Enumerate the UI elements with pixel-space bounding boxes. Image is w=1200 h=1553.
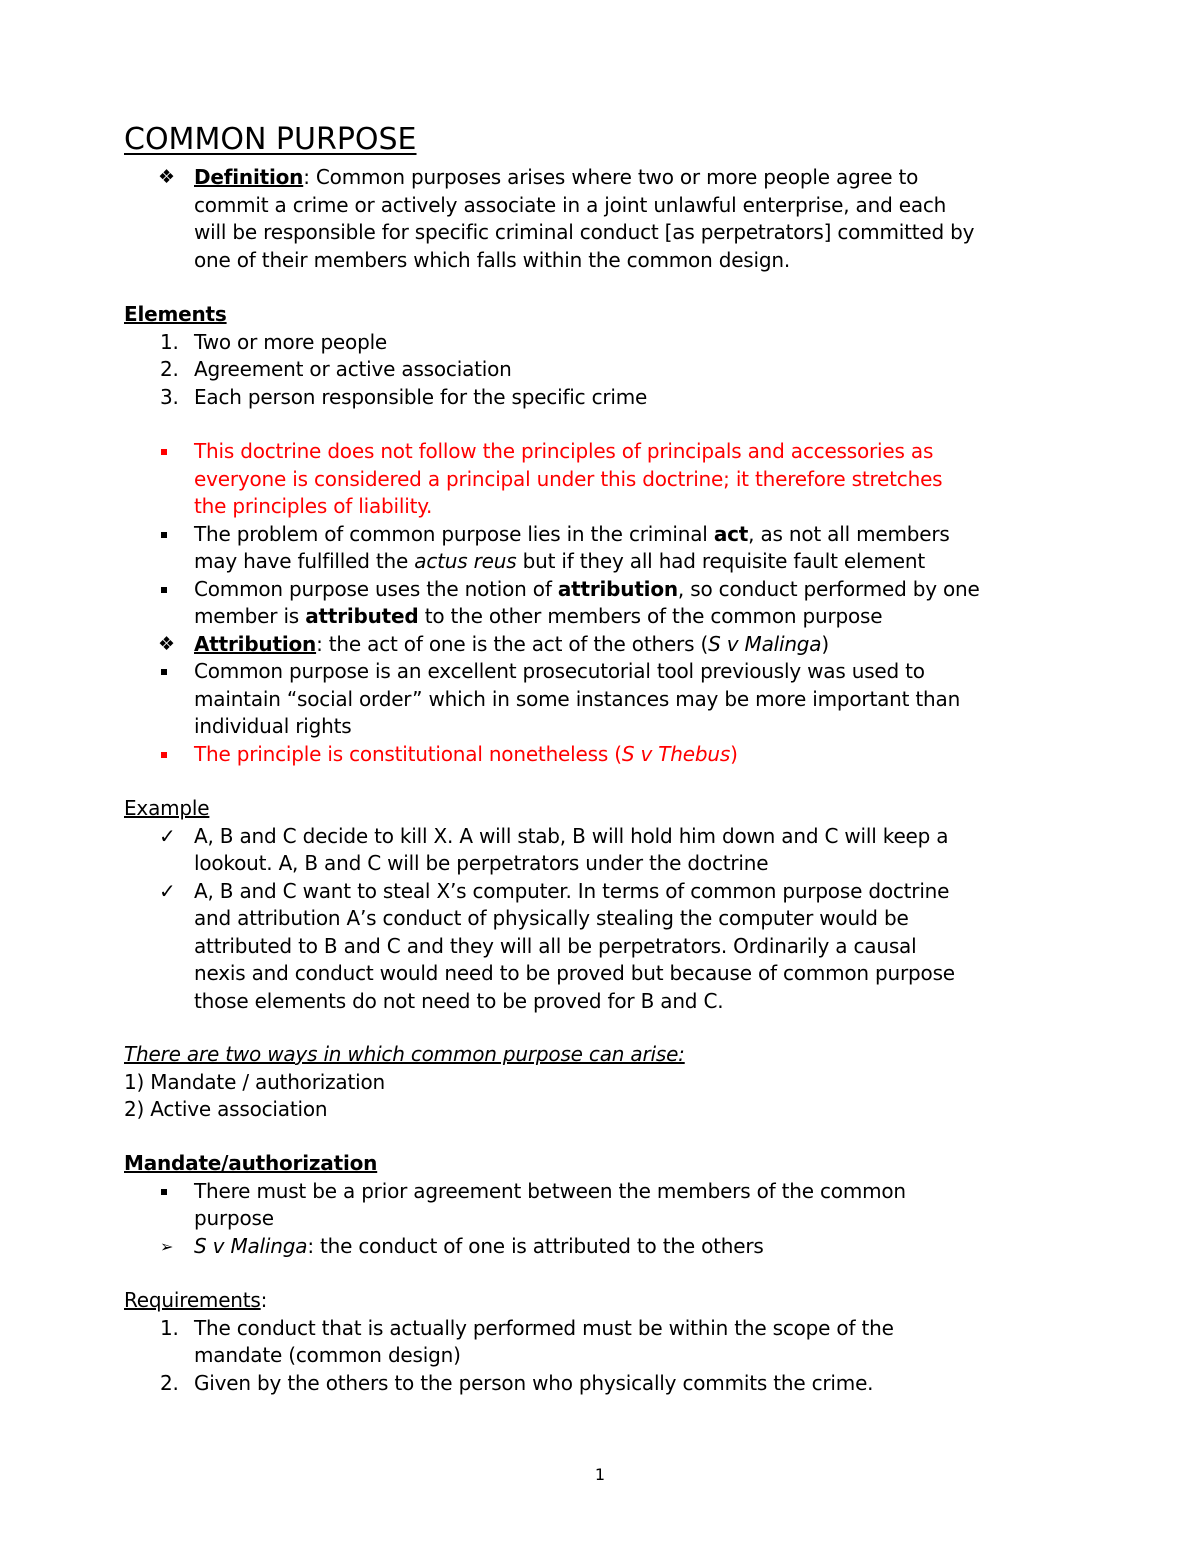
list-item-text: Agreement or active association [194, 357, 512, 381]
bullet-text: Common purpose uses the notion of [194, 576, 558, 601]
case-name: S v Thebus [621, 741, 731, 766]
elements-section [0, 301, 1200, 411]
requirements-heading: Requirements [124, 1288, 261, 1312]
bullet-3-line-2 [0, 603, 1200, 631]
example-text: A, B and C want to steal X’s computer. In terms of common purpose doctrine [194, 878, 950, 903]
elements-heading: Elements [124, 302, 227, 326]
example-2-line-1 [0, 878, 1200, 906]
example-1-line-1 [0, 823, 1200, 851]
page-number: 1 [594, 1465, 606, 1484]
bullet-text: , as not all members [748, 521, 950, 546]
bullet-4-line-3: individual rights [194, 714, 352, 738]
bullet-2-line-2 [0, 548, 1200, 576]
checkmark-icon: ✓ [159, 823, 176, 848]
diamond-bullet-icon: ❖ [158, 632, 175, 655]
list-number: 1. [160, 1315, 179, 1340]
definition-line-2: commit a crime or actively associate in a joint unlawful enterprise, and each [194, 192, 947, 217]
requirement-1-line-1 [0, 1315, 1200, 1343]
bullet-1-line-3: the principles of liability. [194, 494, 433, 518]
bullet-text: There must be a prior agreement between the members of the common [194, 1178, 906, 1203]
bullet-text: member is [194, 604, 306, 628]
bullet-text: Common purpose is an excellent prosecutorial tool previously was used to [194, 659, 925, 683]
ways-section [0, 1041, 1200, 1124]
definition-line-4: one of their members which falls within the common design. [194, 247, 791, 272]
definition-label: Definition [194, 165, 304, 189]
example-text: A, B and C decide to kill X. A will stab, B will hold him down and C will keep a [194, 823, 949, 848]
bullet-2-line-1 [0, 521, 1200, 549]
example-2-line-3: attributed to B and C and they will all be perpetrators. Ordinarily a causal [194, 933, 917, 958]
example-section [0, 795, 1200, 1015]
bullet-text: This doctrine does not follow the principles of principals and accessories as [194, 439, 934, 463]
example-1-line-2: lookout. A, B and C will be perpetrators under the doctrine [194, 851, 769, 875]
page-title: COMMON PURPOSE [124, 122, 417, 157]
elements-item-3 [0, 384, 1200, 412]
case-name: S v Malinga [708, 631, 822, 656]
bullet-4-line-1 [0, 658, 1200, 686]
italic-term: actus reus [414, 549, 517, 573]
list-item-text: Each person responsible for the specific crime [194, 384, 648, 409]
bullet-4-line-2: maintain “social order” which in some instances may be more important than [194, 686, 961, 711]
mandate-bullet-1-line-1 [0, 1178, 1200, 1206]
definition-section [0, 164, 1200, 274]
heading-colon: : [260, 1288, 268, 1312]
bullet-text: but if they all had requisite fault element [516, 549, 925, 573]
elements-item-1 [0, 329, 1200, 357]
bold-term: attribution [557, 576, 678, 601]
square-bullet-icon [161, 587, 167, 593]
bullet-text: ) [730, 741, 738, 766]
bullet-text: The problem of common purpose lies in the criminal [194, 521, 714, 546]
checkmark-icon: ✓ [159, 878, 176, 903]
square-bullet-icon [161, 669, 167, 675]
list-number: 3. [160, 384, 179, 409]
example-2-line-4: nexis and conduct would need to be proved but because of common purpose [194, 961, 955, 985]
list-item-text: Given by the others to the person who physically commits the crime. [194, 1370, 874, 1395]
diamond-bullet-icon: ❖ [158, 166, 175, 188]
square-bullet-icon [161, 1189, 167, 1195]
case-name: S v Malinga [194, 1233, 308, 1258]
attribution-line [0, 631, 1200, 659]
definition-line-3: will be responsible for specific criminal conduct [as perpetrators] committed by [194, 220, 975, 244]
requirements-heading-line [0, 1287, 1200, 1315]
square-bullet-icon [161, 532, 167, 538]
list-item-text: The conduct that is actually performed must be within the scope of the [194, 1315, 894, 1340]
arrow-bullet-icon: ➢ [160, 1236, 174, 1256]
mandate-bullet-2-line [0, 1233, 1200, 1261]
bullet-1-line-1 [0, 438, 1200, 466]
bullet-text: , so conduct performed by one [677, 576, 980, 601]
bold-term: act [713, 521, 749, 546]
example-heading: Example [124, 796, 210, 820]
mandate-heading: Mandate/authorization [124, 1151, 378, 1175]
ways-heading: There are two ways in which common purpose can arise: [124, 1042, 685, 1066]
bullets-section [0, 438, 1200, 768]
list-number: 2. [160, 357, 179, 381]
mandate-bullet-1-line-2: purpose [194, 1206, 274, 1230]
list-number: 1. [160, 329, 179, 354]
square-bullet-icon [161, 752, 167, 758]
list-item-text: Two or more people [194, 329, 388, 354]
requirement-2-line [0, 1370, 1200, 1398]
mandate-section [0, 1150, 1200, 1260]
bullet-1-line-2: everyone is considered a principal under this doctrine; it therefore stretches [194, 466, 943, 491]
attribution-label: Attribution [194, 631, 317, 656]
bullet-text: ) [821, 631, 829, 656]
requirements-section [0, 1287, 1200, 1397]
requirement-1-line-2: mandate (common design) [194, 1343, 461, 1367]
elements-item-2 [0, 356, 1200, 384]
bullet-5-line [0, 741, 1200, 769]
ways-item-2: 2) Active association [124, 1097, 328, 1121]
bullet-text: The principle is constitutional nonetheless ( [194, 741, 622, 766]
bullet-text: to the other members of the common purpose [418, 604, 883, 628]
ways-item-1: 1) Mandate / authorization [124, 1069, 385, 1094]
definition-line-1 [0, 164, 1200, 192]
example-2-line-2: and attribution A’s conduct of physically stealing the computer would be [194, 906, 909, 930]
bullet-text: : the act of one is the act of the others ( [316, 631, 709, 656]
bullet-3-line-1 [0, 576, 1200, 604]
example-2-line-5: those elements do not need to be proved for B and C. [194, 988, 724, 1013]
bullet-text: may have fulfilled the [194, 549, 415, 573]
bullet-text: : the conduct of one is attributed to the others [307, 1233, 764, 1258]
definition-text: : Common purposes arises where two or more people agree to [303, 165, 919, 189]
bold-term: attributed [305, 604, 419, 628]
square-bullet-icon [161, 449, 167, 455]
list-number: 2. [160, 1370, 179, 1395]
